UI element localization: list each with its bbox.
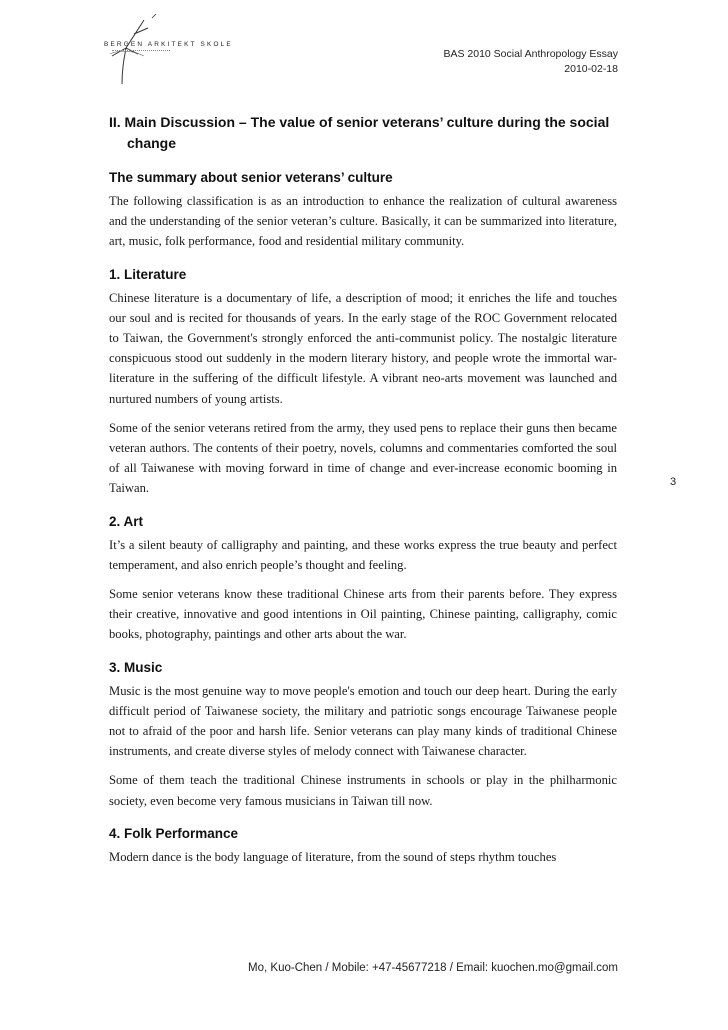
art-paragraph-1: It’s a silent beauty of calligraphy and painting, and these works express the true beauty and perfect temperament, and also enrich people’s thought and feeling.	[109, 537, 617, 572]
logo-wordmark: BERGEN ARKITEKT SKOLE	[104, 41, 233, 48]
section-title: II. Main Discussion – The value of senior veterans’ culture during the social change	[109, 114, 610, 151]
literature-paragraph-2: Some of the senior veterans retired from the army, they used pens to replace their guns then became veteran authors. The contents of their poetry, novels, columns and commentaries comforted the soul of all Taiwanese with moving forward in time of change and ever-increase economic booming in Taiwan.	[109, 420, 617, 496]
page-number: 3	[670, 476, 677, 488]
topic-heading-folk-performance: 4. Folk Performance	[109, 825, 239, 841]
music-paragraph-1: Music is the most genuine way to move people's emotion and touch our deep heart. During the early difficult period of Taiwanese society, the military and patriotic songs encourage Taiwanese people not to afraid of the poor and harsh life. Senior veterans can play many kinds of traditional Chinese instruments, and create diverse styles of melody connect with Taiwanese character.	[109, 683, 617, 759]
literature-paragraph-1: Chinese literature is a documentary of life, a description of mood; it enriches the life and touches our soul and is recited for thousands of years. In the early stage of the ROC Government relocated to Taiwan, the Government's strongly enforced the anti-communist policy. The nostalgic literature conspicuous stood out suddenly in the modern literary history, and people wrote the immortal war-literature in the suffering of the difficult lifestyle. A vibrant neo-arts movement was launched and nurtured numbers of young artists.	[109, 290, 617, 406]
topic-heading-art: 2. Art	[109, 513, 144, 529]
page-footer: Mo, Kuo-Chen / Mobile: +47-45677218 / Email: kuochen.mo@gmail.com	[248, 962, 618, 974]
course-title: BAS 2010 Social Anthropology Essay	[443, 48, 618, 60]
logo-subline	[112, 50, 170, 53]
document-body	[109, 112, 617, 876]
music-paragraph-2: Some of them teach the traditional Chinese instruments in schools or play in the philharmonic society, even become very famous musicians in Taiwan till now.	[109, 773, 617, 808]
essay-date: 2010-02-18	[564, 63, 618, 75]
topic-heading-music: 3. Music	[109, 659, 163, 675]
art-paragraph-2: Some senior veterans know these traditional Chinese arts from their parents before. They express their creative, innovative and good intentions in Oil painting, Chinese painting, calligraphy, comic books, photography, paintings and other arts about the war.	[109, 587, 617, 642]
summary-heading: The summary about senior veterans’ culture	[109, 170, 393, 185]
folk-performance-paragraph-1: Modern dance is the body language of literature, from the sound of steps rhythm touches	[109, 849, 557, 864]
page-header	[443, 47, 618, 77]
topic-heading-literature: 1. Literature	[109, 266, 187, 282]
summary-paragraph: The following classification is as an introduction to enhance the realization of cultural awareness and the understanding of the senior veteran’s culture. Basically, it can be summarized into literature, art, music, folk performance, food and residential military community.	[109, 194, 617, 249]
school-logo	[104, 14, 233, 86]
